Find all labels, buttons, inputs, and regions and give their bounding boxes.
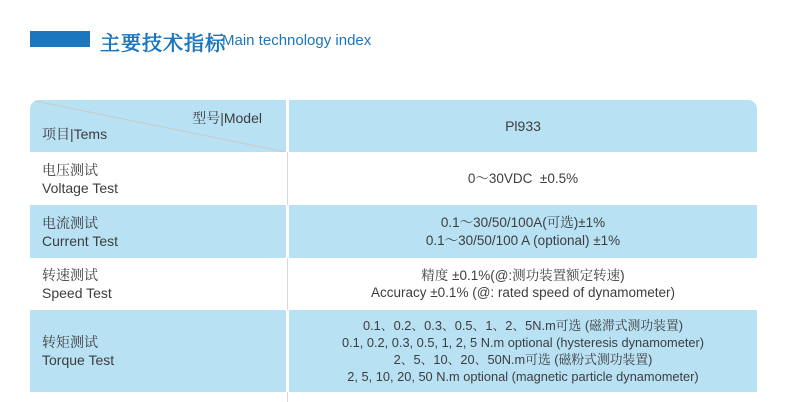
row-label-en: Voltage Test (42, 179, 119, 196)
accent-bar (30, 31, 90, 47)
table-row-voltage (30, 152, 757, 205)
table-header-row (30, 100, 757, 152)
model-header-cell (289, 100, 757, 152)
row-label-en: Current Test (42, 232, 118, 249)
value-line: 0.1～30/50/100A(可选)±1% (440, 215, 606, 230)
row-label (42, 161, 118, 197)
value-line: Accuracy ±0.1% (@: rated speed of dynamometer) (371, 285, 675, 300)
header-item-label: 项目|Tems (42, 126, 108, 142)
row-value-cell (289, 258, 757, 310)
row-label-cell (30, 310, 286, 392)
header-model-label: 型号|Model (192, 110, 262, 126)
column-divider (286, 392, 289, 402)
value-line: 0.1～30/50/100 A (optional) ±1% (425, 232, 621, 248)
column-divider (286, 152, 289, 205)
row-label (42, 214, 118, 250)
value-line: 2, 5, 10, 20, 50 N.m optional (magnetic particle dynamometer) (347, 369, 699, 384)
column-divider (286, 258, 289, 310)
row-value-cell (289, 392, 757, 402)
row-label-zh: 转速测试 (42, 267, 98, 283)
value-line: 2、5、10、20、50N.m可选 (磁粉式测功装置) (393, 352, 653, 367)
row-value-cell (289, 152, 757, 205)
row-label-zh: 转矩测试 (42, 334, 98, 350)
row-label-zh: 电流测试 (42, 214, 98, 231)
diagonal-header-cell (30, 100, 286, 152)
column-divider (286, 310, 289, 392)
column-divider (286, 205, 289, 258)
model-value: Pl933 (505, 118, 541, 134)
section-title-zh: 主要技术指标 (100, 33, 226, 55)
row-label-cell (30, 392, 286, 402)
row-label (42, 266, 112, 302)
value-line: 0.1, 0.2, 0.3, 0.5, 1, 2, 5 N.m optional (hysteresis dynamometer) (341, 335, 705, 350)
row-label-en: Speed Test (42, 285, 112, 301)
row-label-cell (30, 258, 286, 310)
row-value-cell (289, 310, 757, 392)
value-line: 0～30VDC ±0.5% (467, 170, 579, 186)
value-line: 0.1、0.2、0.3、0.5、1、2、5N.m可选 (磁滞式测功装置) (363, 318, 683, 333)
value-line: 精度 ±0.1%(@:测功装置额定转速) (421, 267, 625, 283)
table-row-speed (30, 258, 757, 310)
section-title-en: Main technology index (222, 32, 372, 49)
table-row-torque (30, 310, 757, 392)
table-row-partial (30, 392, 757, 402)
row-label-cell (30, 205, 286, 258)
column-divider (286, 100, 289, 152)
table-row-current (30, 205, 757, 258)
row-label (42, 333, 114, 369)
row-label-zh: 电压测试 (42, 161, 98, 178)
row-label-cell (30, 152, 286, 205)
row-label-en: Torque Test (42, 352, 115, 368)
row-value-cell (289, 205, 757, 258)
spec-table (30, 100, 757, 402)
